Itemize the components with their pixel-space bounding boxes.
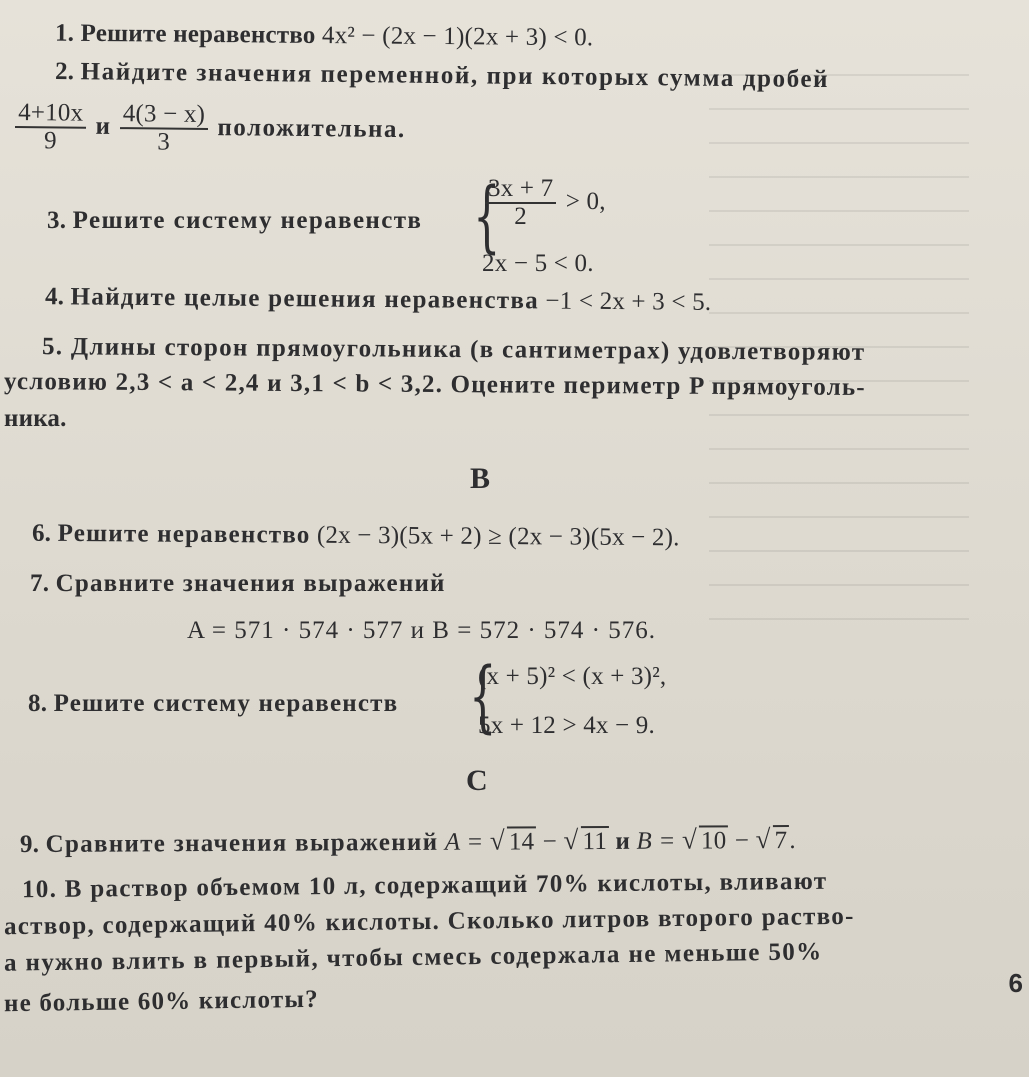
problem-4 [45, 283, 712, 317]
problem-text: Найдите значения переменной, при которых сумма дробей [80, 58, 830, 94]
sqrt-icon: √ [563, 825, 579, 856]
math-expression: −1 < 2x + 3 < 5. [545, 287, 712, 316]
system-brace: { [473, 172, 501, 262]
problem-2-line-2 [12, 100, 406, 159]
math-expression: 5x + 12 > 4x − 9. [478, 712, 655, 739]
variable-b: B = [636, 827, 676, 855]
problem-text: В раствор объемом 10 л, содержащий 70% кислоты, вливают [64, 867, 828, 903]
problem-number: 10. [21, 875, 58, 904]
conjunction: и [615, 827, 631, 855]
system-inequality-2 [478, 712, 655, 740]
problem-text: аствор, содержащий 40% кислоты. Сколько литров второго раство- [3, 902, 855, 941]
section-heading-c: C [466, 764, 488, 797]
problem-5-line-2 [4, 368, 866, 402]
fraction-numerator: 3x + 7 [485, 176, 556, 204]
problem-number: 6. [31, 519, 52, 547]
problem-text: Решите неравенство [57, 519, 311, 549]
problem-number: 1. [54, 19, 75, 47]
problem-8 [28, 690, 398, 718]
page-number: 6 [1008, 968, 1023, 998]
radicand: 14 [507, 826, 537, 856]
problem-number: 9. [19, 830, 40, 859]
problem-10-line-3 [4, 938, 823, 977]
problem-text: не больше 60% кислоты? [3, 985, 320, 1018]
system-inequality-1 [482, 176, 606, 231]
math-expression: 2x − 5 < 0. [482, 250, 594, 277]
problem-number: 7. [30, 570, 50, 597]
problem-text: Сравните значения выражений [45, 828, 439, 858]
problem-number: 8. [28, 690, 48, 717]
fraction-1 [15, 100, 87, 155]
fraction-denominator: 9 [43, 127, 57, 155]
fraction-numerator: 4(3 − x) [120, 101, 209, 130]
system-inequality-2 [482, 250, 594, 278]
problem-10-line-1 [22, 868, 828, 904]
problem-text: ника. [4, 405, 67, 432]
problem-6 [32, 520, 680, 553]
section-heading-b: B [470, 462, 491, 495]
problem-3 [47, 207, 422, 235]
problem-text: положительна. [217, 114, 406, 144]
math-expression: (2x − 3)(5x + 2) ≥ (2x − 3)(5x − 2). [316, 521, 680, 552]
fraction-denominator: 3 [157, 128, 171, 156]
system-inequality-1 [478, 663, 666, 691]
problem-text: а нужно влить в первый, чтобы смесь содержала не меньше 50% [3, 938, 823, 977]
problem-1 [55, 20, 594, 53]
fraction-numerator: 4+10x [15, 100, 86, 129]
problem-7-expression [187, 617, 656, 645]
radicand: 7 [773, 825, 790, 855]
problem-text: Сравните значения выражений [55, 570, 446, 597]
problem-number: 5. [41, 333, 64, 361]
problem-text: Решите систему неравенств [53, 690, 399, 717]
problem-text: Решите систему неравенств [72, 207, 423, 234]
problem-text: Длины сторон прямоугольника (в сантиметрах) удовлетворяют [70, 333, 866, 366]
math-expression: A = 571 · 574 · 577 и B = 572 · 574 · 576. [187, 617, 656, 644]
sqrt-icon: √ [755, 824, 771, 855]
problem-text: Решите неравенство [80, 19, 316, 49]
problem-10-line-4 [4, 986, 319, 1018]
fraction-denominator: 2 [514, 203, 527, 231]
problem-text: Найдите целые решения неравенства [70, 283, 540, 315]
fraction [485, 176, 556, 231]
variable-a: A = [444, 828, 484, 856]
fraction-2 [119, 101, 208, 156]
conjunction: и [95, 112, 111, 140]
sqrt-icon: √ [489, 825, 505, 856]
problem-text: условию 2,3 < a < 2,4 и 3,1 < b < 3,2. Оцените периметр P прямоуголь- [3, 367, 866, 402]
problem-10-line-2 [4, 903, 855, 941]
math-expression: 4x² − (2x − 1)(2x + 3) < 0. [321, 21, 594, 52]
math-expression: (x + 5)² < (x + 3)², [478, 663, 667, 690]
problem-5-line-1 [42, 333, 866, 367]
radicand: 11 [580, 826, 609, 856]
system-brace: { [469, 652, 497, 742]
problem-5-line-3 [4, 405, 67, 433]
problem-9: 9. Сравните значения выражений A = √ 14 − √ 11 и B = √ 10 − √ 7. [19, 824, 796, 859]
problem-number: 4. [44, 283, 65, 311]
radicand: 10 [699, 825, 729, 855]
sqrt-icon: √ [681, 824, 698, 855]
problem-number: 3. [47, 207, 67, 234]
problem-7 [30, 570, 446, 598]
problem-number: 2. [54, 57, 75, 86]
math-expression: > 0, [565, 187, 606, 215]
